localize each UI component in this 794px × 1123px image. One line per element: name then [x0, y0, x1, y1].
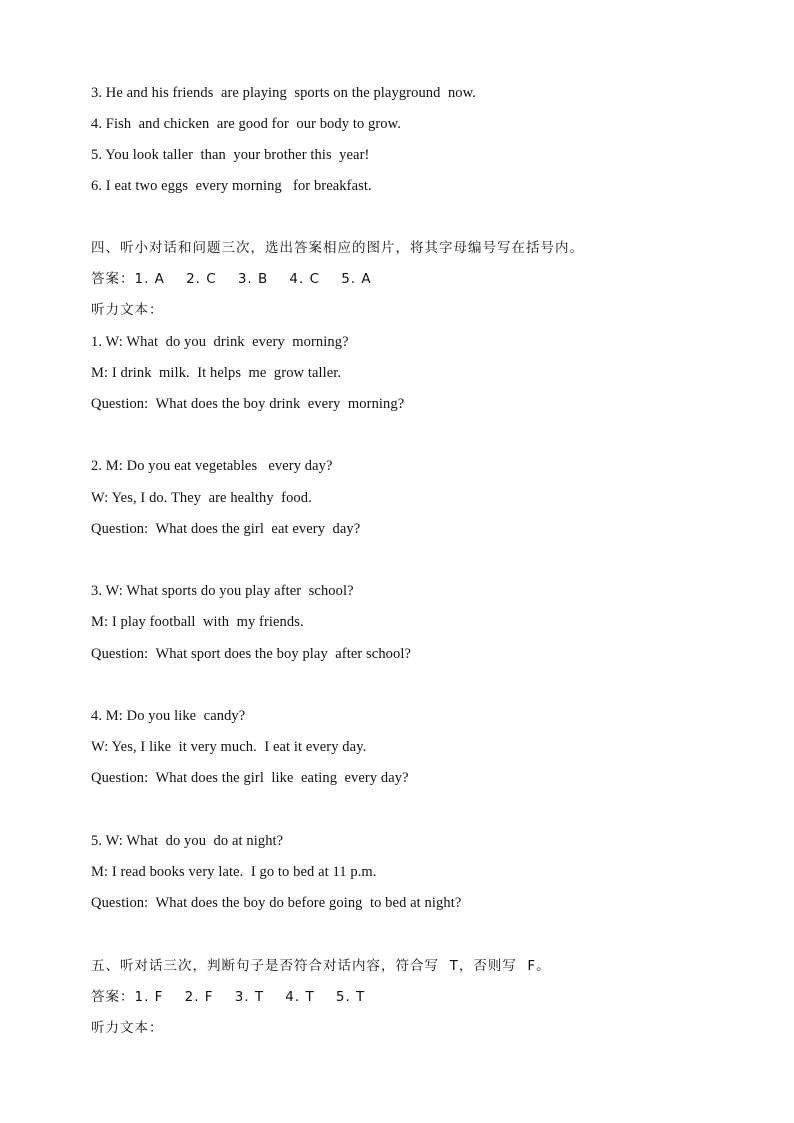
section-4-heading: 四、听小对话和问题三次，选出答案相应的图片，将其字母编号写在括号内。: [91, 240, 584, 256]
section-5-answer: 答案：1. F 2. F 3. T 4. T 5. T: [91, 989, 366, 1005]
dialog-3-line-1: 3. W: What sports do you play after school?: [91, 583, 354, 599]
dialog-1-question: Question: What does the boy drink every morning?: [91, 396, 405, 412]
dialog-5-question: Question: What does the boy do before going to bed at night?: [91, 895, 462, 911]
dialog-5-line-2: M: I read books very late. I go to bed at 11 p.m.: [91, 864, 377, 880]
dialog-2-line-2: W: Yes, I do. They are healthy food.: [91, 490, 312, 506]
section-4-script-label: 听力文本：: [91, 302, 164, 318]
dialog-4-question: Question: What does the girl like eating every day?: [91, 770, 409, 786]
sentence-6: 6. I eat two eggs every morning for breakfast.: [91, 178, 372, 194]
section-5-script-label: 听力文本：: [91, 1020, 164, 1036]
dialog-4-line-1: 4. M: Do you like candy?: [91, 708, 246, 724]
dialog-3-line-2: M: I play football with my friends.: [91, 614, 304, 630]
section-4-answer: 答案：1. A 2. C 3. B 4. C 5. A: [91, 271, 372, 287]
dialog-2-question: Question: What does the girl eat every day?: [91, 521, 361, 537]
dialog-2-line-1: 2. M: Do you eat vegetables every day?: [91, 458, 333, 474]
sentence-3: 3. He and his friends are playing sports on the playground now.: [91, 85, 477, 101]
dialog-3-question: Question: What sport does the boy play after school?: [91, 646, 412, 662]
dialog-1-line-1: 1. W: What do you drink every morning?: [91, 334, 349, 350]
section-5-heading: 五、听对话三次，判断句子是否符合对话内容，符合写 T，否则写 F。: [91, 958, 551, 974]
dialog-4-line-2: W: Yes, I like it very much. I eat it every day.: [91, 739, 367, 755]
dialog-5-line-1: 5. W: What do you do at night?: [91, 833, 284, 849]
sentence-4: 4. Fish and chicken are good for our body to grow.: [91, 116, 402, 132]
sentence-5: 5. You look taller than your brother this year!: [91, 147, 370, 163]
dialog-1-line-2: M: I drink milk. It helps me grow taller.: [91, 365, 342, 381]
